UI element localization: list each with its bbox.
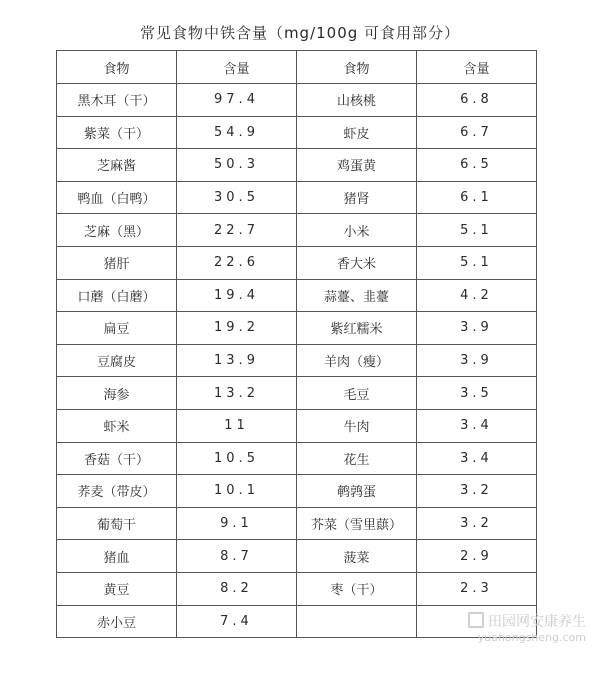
cell-amount-left: 10.5	[177, 442, 297, 475]
table-header-row	[57, 51, 537, 84]
cell-food-right: 菠菜	[297, 540, 417, 573]
cell-food-right: 鸡蛋黄	[297, 149, 417, 182]
cell-amount-left: 22.7	[177, 214, 297, 247]
header-food-right: 食物	[297, 51, 417, 84]
cell-amount-left: 8.7	[177, 540, 297, 573]
cell-amount-right: 6.7	[417, 116, 537, 149]
cell-food-right: 小米	[297, 214, 417, 247]
cell-food-left: 海参	[57, 377, 177, 410]
cell-food-right: 花生	[297, 442, 417, 475]
cell-amount-left: 9.1	[177, 507, 297, 540]
table-row	[57, 312, 537, 345]
cell-food-left: 鸭血（白鸭）	[57, 181, 177, 214]
cell-amount-right: 3.4	[417, 442, 537, 475]
header-food-left: 食物	[57, 51, 177, 84]
cell-amount-left: 22.6	[177, 246, 297, 279]
cell-amount-left: 19.4	[177, 279, 297, 312]
cell-food-left: 猪血	[57, 540, 177, 573]
cell-food-left: 虾米	[57, 409, 177, 442]
cell-food-left: 黑木耳（干）	[57, 84, 177, 117]
cell-amount-left: 54.9	[177, 116, 297, 149]
watermark-url: yuanongsheng.com	[477, 631, 586, 644]
table-row	[57, 605, 537, 638]
page-title: 常见食物中铁含量（mg/100g 可食用部分）	[139, 24, 461, 42]
table-row	[57, 181, 537, 214]
table-row	[57, 409, 537, 442]
cell-amount-right: 6.5	[417, 149, 537, 182]
table-row	[57, 442, 537, 475]
cell-food-right: 芥菜（雪里蕻）	[297, 507, 417, 540]
table-row	[57, 540, 537, 573]
cell-amount-left: 13.9	[177, 344, 297, 377]
table-row	[57, 377, 537, 410]
cell-food-left: 芝麻酱	[57, 149, 177, 182]
cell-food-left: 葡萄干	[57, 507, 177, 540]
cell-food-right	[297, 605, 417, 638]
cell-amount-right: 4.2	[417, 279, 537, 312]
cell-food-right: 牛肉	[297, 409, 417, 442]
cell-food-right: 紫红糯米	[297, 312, 417, 345]
cell-food-left: 猪肝	[57, 246, 177, 279]
cell-amount-right: 6.8	[417, 84, 537, 117]
cell-amount-right: 6.1	[417, 181, 537, 214]
cell-amount-left: 97.4	[177, 84, 297, 117]
cell-food-left: 芝麻（黑）	[57, 214, 177, 247]
cell-amount-right: 2.3	[417, 572, 537, 605]
cell-food-right: 山核桃	[297, 84, 417, 117]
cell-amount-right: 5.1	[417, 246, 537, 279]
cell-food-left: 口蘑（白蘑）	[57, 279, 177, 312]
cell-amount-left: 7.4	[177, 605, 297, 638]
cell-food-left: 豆腐皮	[57, 344, 177, 377]
table-row	[57, 214, 537, 247]
cell-food-right: 枣（干）	[297, 572, 417, 605]
header-amount-left: 含量	[177, 51, 297, 84]
cell-amount-right: 3.2	[417, 507, 537, 540]
cell-amount-left: 10.1	[177, 475, 297, 508]
cell-amount-left: 11	[177, 409, 297, 442]
table-row	[57, 116, 537, 149]
cell-amount-left: 8.2	[177, 572, 297, 605]
cell-food-right: 鹌鹑蛋	[297, 475, 417, 508]
cell-amount-right: 5.1	[417, 214, 537, 247]
table-body	[57, 51, 537, 638]
cell-food-right: 羊肉（瘦）	[297, 344, 417, 377]
cell-amount-right: 3.2	[417, 475, 537, 508]
cell-food-left: 荞麦（带皮）	[57, 475, 177, 508]
table-row	[57, 572, 537, 605]
table-row	[57, 344, 537, 377]
watermark-site-name: 田园网安康养生	[468, 612, 586, 630]
table-row	[57, 507, 537, 540]
cell-amount-left: 50.3	[177, 149, 297, 182]
cell-food-left: 紫菜（干）	[57, 116, 177, 149]
cell-food-left: 扁豆	[57, 312, 177, 345]
cell-amount-right: 3.9	[417, 312, 537, 345]
cell-food-right: 猪肾	[297, 181, 417, 214]
table-row	[57, 475, 537, 508]
header-amount-right: 含量	[417, 51, 537, 84]
cell-food-right: 虾皮	[297, 116, 417, 149]
cell-amount-right: 2.9	[417, 540, 537, 573]
cell-food-left: 香菇（干）	[57, 442, 177, 475]
cell-amount-left: 19.2	[177, 312, 297, 345]
watermark-logo-icon	[468, 612, 484, 628]
cell-food-right: 香大米	[297, 246, 417, 279]
table-row	[57, 149, 537, 182]
cell-food-left: 黄豆	[57, 572, 177, 605]
table-row	[57, 279, 537, 312]
table-row	[57, 246, 537, 279]
iron-content-table	[56, 50, 537, 638]
cell-amount-left: 13.2	[177, 377, 297, 410]
cell-amount-right: 3.4	[417, 409, 537, 442]
cell-amount-right: 3.9	[417, 344, 537, 377]
watermark	[468, 612, 586, 646]
cell-food-right: 毛豆	[297, 377, 417, 410]
cell-food-left: 赤小豆	[57, 605, 177, 638]
cell-amount-left: 30.5	[177, 181, 297, 214]
cell-food-right: 蒜薹、韭薹	[297, 279, 417, 312]
table-row	[57, 84, 537, 117]
cell-amount-right: 3.5	[417, 377, 537, 410]
